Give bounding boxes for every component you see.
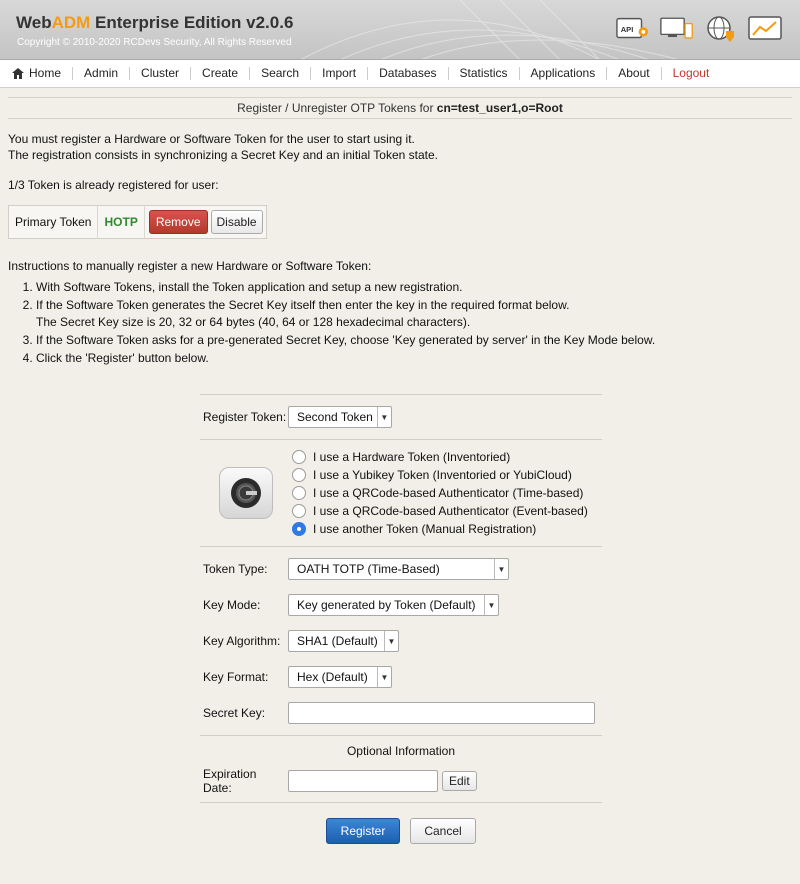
expiration-date-label: Expiration Date:	[203, 767, 257, 795]
key-algorithm-select[interactable]: SHA1 (Default) ▼	[288, 630, 399, 652]
edit-date-button[interactable]: Edit	[442, 771, 477, 791]
radio-option-qrcode-time[interactable]: I use a QRCode-based Authenticator (Time-based)	[292, 486, 588, 501]
form-actions	[326, 818, 476, 844]
instruction-step: 2. If the Software Token generates the Secret Key itself then enter the key in the required format below. The Secret Key size is 20, 32 or 64 bytes (40, 64 or 128 hexadecimal characters).	[36, 297, 792, 331]
nav-admin[interactable]: Admin	[73, 67, 130, 80]
nav-logout[interactable]: Logout	[672, 66, 710, 80]
key-mode-label: Key Mode:	[203, 598, 261, 612]
radio-option-hardware[interactable]: I use a Hardware Token (Inventoried)	[292, 450, 588, 465]
token-count-text: 1/3 Token is already registered for user:	[8, 178, 219, 192]
nav-home[interactable]: Home	[12, 67, 73, 80]
radio-button[interactable]	[292, 504, 306, 518]
chevron-down-icon: ▼	[377, 407, 391, 427]
register-button[interactable]: Register	[326, 818, 400, 844]
main-nav	[0, 60, 800, 88]
register-token-form	[200, 394, 602, 803]
devices-icon[interactable]	[660, 14, 694, 44]
main-content	[0, 97, 800, 367]
key-format-select[interactable]: Hex (Default) ▼	[288, 666, 392, 688]
register-token-select[interactable]: Second Token ▼	[288, 406, 392, 428]
svg-text:API: API	[620, 24, 634, 34]
chevron-down-icon: ▼	[484, 595, 498, 615]
header-icon-bar	[616, 14, 782, 44]
app-header	[0, 0, 800, 60]
radio-option-yubikey[interactable]: I use a Yubikey Token (Inventoried or YubiCloud)	[292, 468, 588, 483]
token-name: Primary Token	[9, 205, 98, 239]
nav-import[interactable]: Import	[311, 67, 368, 80]
key-mode-select[interactable]: Key generated by Token (Default) ▼	[288, 594, 499, 616]
user-dn: cn=test_user1,o=Root	[436, 101, 563, 115]
radio-option-qrcode-event[interactable]: I use a QRCode-based Authenticator (Event-based)	[292, 504, 588, 519]
radio-button[interactable]	[292, 486, 306, 500]
instruction-step: 4. Click the 'Register' button below.	[36, 350, 792, 367]
token-type-select[interactable]: OATH TOTP (Time-Based) ▼	[288, 558, 509, 580]
cancel-button[interactable]: Cancel	[410, 818, 476, 844]
instruction-step: 3. If the Software Token asks for a pre-generated Secret Key, choose 'Key generated by server' in the Key Mode below.	[36, 332, 792, 349]
disable-token-button[interactable]: Disable	[211, 210, 263, 234]
radio-button-selected[interactable]	[292, 522, 306, 536]
radio-option-manual[interactable]: I use another Token (Manual Registration)	[292, 522, 588, 537]
nav-databases[interactable]: Databases	[368, 67, 448, 80]
remove-token-button[interactable]: Remove	[149, 210, 208, 234]
secret-key-label: Secret Key:	[203, 706, 266, 720]
radio-button[interactable]	[292, 450, 306, 464]
chevron-down-icon: ▼	[377, 667, 391, 687]
register-token-label: Register Token:	[203, 410, 287, 424]
nav-applications[interactable]: Applications	[520, 67, 608, 80]
token-kind-options	[200, 440, 602, 546]
copyright-text: Copyright © 2010-2020 RCDevs Security, All Rights Reserved	[17, 37, 292, 48]
chevron-down-icon: ▼	[494, 559, 508, 579]
instruction-step: 1. With Software Tokens, install the Token application and setup a new registration.	[36, 279, 792, 296]
app-brand: WebADM Enterprise Edition v2.0.6	[16, 13, 294, 32]
registered-token-row	[8, 205, 267, 239]
instruction-steps	[8, 279, 792, 367]
monitor-chart-icon[interactable]	[748, 14, 782, 44]
home-icon	[12, 68, 24, 79]
intro-text: You must register a Hardware or Software Token for the user to start using it. The registration consists in synchronizing a Secret Key and an initial Token state.	[8, 132, 439, 162]
nav-cluster[interactable]: Cluster	[130, 67, 191, 80]
nav-statistics[interactable]: Statistics	[449, 67, 520, 80]
nav-search[interactable]: Search	[250, 67, 311, 80]
globe-shield-icon[interactable]	[704, 14, 738, 44]
secret-key-input[interactable]	[288, 702, 595, 724]
optional-info-heading: Optional Information	[346, 744, 456, 758]
instructions-title: Instructions to manually register a new Hardware or Software Token:	[8, 259, 372, 273]
token-type-badge: HOTP	[98, 205, 144, 239]
key-algorithm-label: Key Algorithm:	[203, 634, 281, 648]
chevron-down-icon: ▼	[384, 631, 398, 651]
expiration-date-input[interactable]	[288, 770, 438, 792]
safe-lock-icon	[219, 467, 273, 519]
nav-about[interactable]: About	[607, 67, 661, 80]
radio-button[interactable]	[292, 468, 306, 482]
page-title: Register / Unregister OTP Tokens for cn=test_user1,o=Root	[8, 97, 792, 119]
api-gear-icon[interactable]	[616, 14, 650, 44]
token-type-label: Token Type:	[203, 562, 268, 576]
nav-create[interactable]: Create	[191, 67, 250, 80]
key-format-label: Key Format:	[203, 670, 269, 684]
